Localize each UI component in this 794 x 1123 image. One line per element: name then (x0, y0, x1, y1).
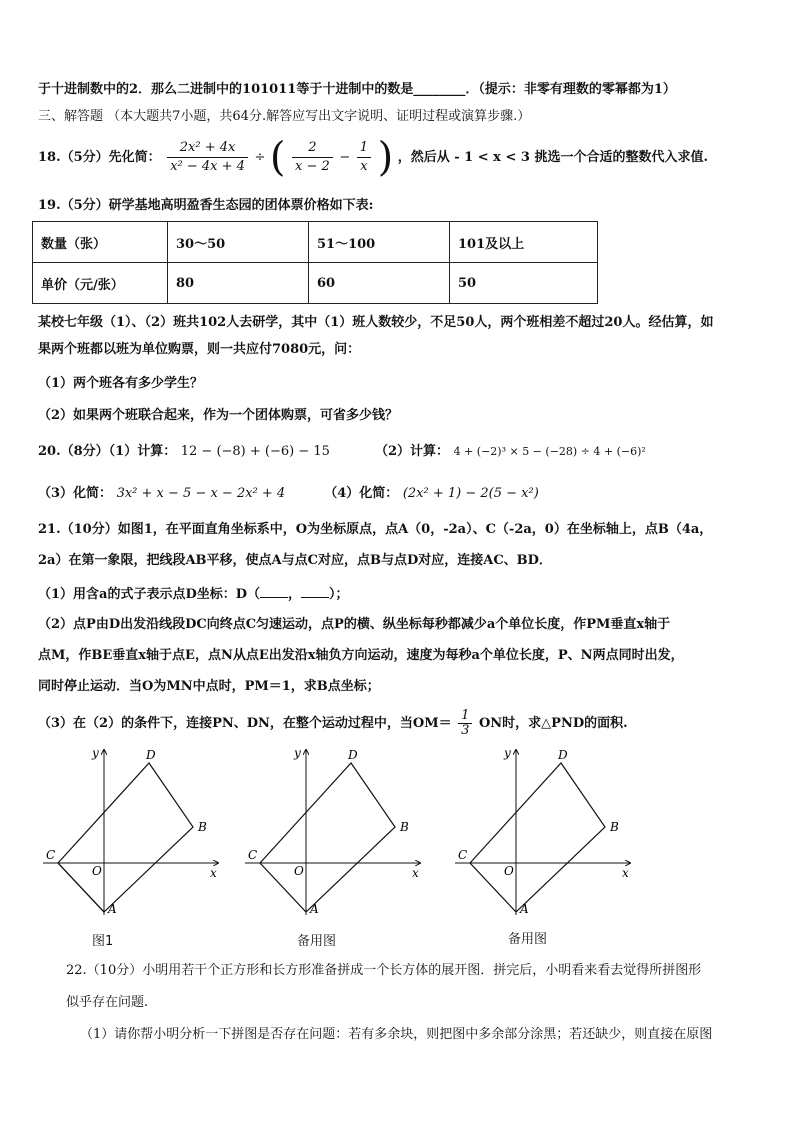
q20-label-4: （4）化简： (324, 486, 399, 501)
figure-caption: 图1 (92, 934, 114, 949)
text-line: 同时停止运动．当O为MN中点时，PM＝1，求B点坐标； (38, 679, 380, 694)
table-cell: 101及以上 (450, 222, 598, 263)
svg-text:D: D (348, 748, 358, 762)
svg-text:O: O (504, 864, 514, 878)
text-line: （1）两个班各有多少学生？ (38, 376, 204, 391)
svg-text:O: O (294, 864, 304, 878)
figure-caption: 备用图 (508, 932, 548, 947)
svg-text:O: O (92, 864, 102, 878)
svg-text:x: x (210, 866, 217, 880)
q20-expr-2: 4 + (−2)³ × 5 − (−28) ÷ 4 + (−6)² (453, 445, 646, 458)
text-line: 果两个班都以班为单位购票，则一共应付7080元，问： (38, 342, 361, 357)
svg-text:A: A (310, 902, 319, 915)
table-cell: 数量（张） (33, 222, 168, 263)
fraction-1: $\frac{\text{2x² + 4x}}{\text{x² − 4x + 4}}$ (167, 139, 248, 176)
fraction-2: $\frac{2}{x - 2}$ (292, 139, 333, 176)
q20-expr-3: 3x² + x − 5 − x − 2x² + 4 (116, 486, 286, 501)
text-line: 22.（10分）小明用若干个正方形和长方形准备拼成一个长方体的展开图．拼完后，小明看来看去觉得所拼图形 (66, 963, 702, 978)
fraction-one-third: $\frac{1}{3}$ (458, 709, 472, 738)
text-line: 点M，作BE垂直x轴于点E，点N从点E出发沿x轴负方向运动，速度为每秒a个单位长度，P、N两点同时出发， (38, 648, 684, 663)
text-line: 21.（10分）如图1，在平面直角坐标系中，O为坐标原点，点A（0，-2a）、C（-2a，0）在坐标轴上，点B（4a， (38, 522, 713, 537)
table-cell: 51～100 (309, 222, 450, 263)
price-table (32, 221, 598, 304)
coordinate-diagram (240, 745, 430, 915)
question-18: 18.（5分）先化简： $\frac{\text{2x² + 4x}}{\text{x² − 4x + 4}}$ ÷ ( $\frac{2}{x - 2}$ − $\frac{1}{x}$ ) ，然后从 - 1 < x < 3 挑选一个合适的整数代入求值. (38, 134, 708, 181)
q21-s3-a: （3）在（2）的条件下，连接PN、DN，在整个运动过程中，当OM＝ (38, 716, 452, 731)
question-20-row1 (38, 442, 764, 462)
section-heading: 三、解答题 （本大题共7小题，共64分.解答应写出文字说明、证明过程或演算步骤.） (38, 109, 531, 124)
q18-prefix: 18.（5分）先化简： (38, 150, 161, 165)
svg-text:C: C (248, 848, 258, 862)
q20-label-1: 20.（8分）（1）计算： (38, 444, 177, 459)
answer-blank[interactable] (301, 583, 329, 598)
q21-s1-b: ， (288, 587, 302, 602)
svg-text:D: D (558, 748, 568, 762)
text-line: 似乎存在问题. (66, 995, 149, 1010)
q20-expr-1: 12 − (−8) + (−6) − 15 (180, 444, 330, 459)
q21-s1-c: ）； (329, 587, 349, 602)
q18-suffix: ，然后从 - 1 < x < 3 挑选一个合适的整数代入求值. (397, 150, 708, 165)
fraction-3: $\frac{1}{x}$ (357, 139, 371, 176)
figure-1 (38, 745, 228, 919)
svg-text:A: A (108, 902, 117, 915)
q20-expr-4: (2x² + 1) − 2(5 − x²) (402, 486, 539, 501)
question-19-intro: 19.（5分）研学基地高明盈香生态园的团体票价格如下表: (38, 198, 374, 213)
table-cell: 30～50 (168, 222, 309, 263)
table-cell: 60 (309, 263, 450, 304)
figure-backup-1 (240, 745, 430, 919)
svg-text:x: x (412, 866, 419, 880)
q20-label-2: （2）计算： (374, 444, 450, 459)
coordinate-diagram (38, 745, 228, 915)
answer-blank[interactable] (260, 583, 288, 598)
text-line: 2a）在第一象限，把线段AB平移，使点A与点C对应，点B与点D对应，连接AC、BD． (38, 553, 552, 568)
table-cell: 50 (450, 263, 598, 304)
coordinate-diagram (450, 745, 640, 915)
question-21-part1 (38, 583, 764, 605)
svg-text:C: C (458, 848, 468, 862)
question-20-row2 (38, 484, 764, 504)
table-row (33, 263, 598, 304)
svg-text:y: y (504, 746, 511, 760)
table-cell: 单价（元/张） (33, 263, 168, 304)
text-line: （1）请你帮小明分析一下拼图是否存在问题：若有多余块，则把图中多余部分涂黑；若还缺少，则直接在原图 (80, 1027, 713, 1042)
q21-s3-b: ON时，求△PND的面积. (478, 716, 628, 731)
svg-text:D: D (146, 748, 156, 762)
text-line: 某校七年级（1）、（2）班共102人去研学，其中（1）班人数较少，不足50人，两个班相差不超过20人。经估算，如 (38, 315, 714, 330)
text-line: 于十进制数中的2．那么二进制中的101011等于十进制中的数是________．（提示：非零有理数的零幂都为1） (38, 82, 676, 97)
q21-s1-a: （1）用含a的式子表示点D坐标：D（ (38, 587, 261, 602)
svg-text:y: y (92, 746, 99, 760)
svg-text:x: x (622, 866, 629, 880)
table-cell: 80 (168, 263, 309, 304)
svg-text:B: B (610, 820, 619, 834)
q20-label-3: （3）化简： (38, 486, 113, 501)
text-line: （2）点P由D出发沿线段DC向终点C匀速运动，点P的横、纵坐标每秒都减少a个单位长度，作PM垂直x轴于 (38, 617, 671, 632)
svg-text:B: B (198, 820, 207, 834)
svg-text:B: B (400, 820, 409, 834)
svg-text:C: C (46, 848, 56, 862)
table-row (33, 222, 598, 263)
svg-text:y: y (294, 746, 301, 760)
figure-backup-2 (450, 745, 640, 919)
figure-caption: 备用图 (297, 934, 337, 949)
text-line: （2）如果两个班联合起来，作为一个团体购票，可省多少钱？ (38, 408, 399, 423)
question-21-part3 (38, 706, 764, 742)
svg-text:A: A (520, 902, 529, 915)
